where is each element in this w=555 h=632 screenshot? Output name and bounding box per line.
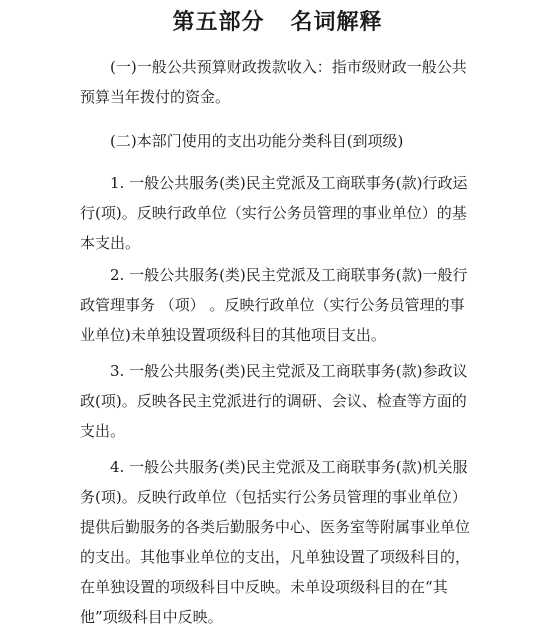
- paragraph-item-3: 3. 一般公共服务(类)民主党派及工商联事务(款)参政议政(项)。反映各民主党派进行的调研、会议、检查等方面的支出。: [80, 362, 468, 440]
- paragraph-item-2: 2. 一般公共服务(类)民主党派及工商联事务(款)一般行政管理事务 （项） 。反映行政单位（实行公务员管理的事业单位)未单独设置项级科目的其他项目支出。: [80, 266, 468, 344]
- page-title: 第五部分 名词解释: [172, 10, 383, 35]
- paragraph-item-4: 4. 一般公共服务(类)民主党派及工商联事务(款)机关服务(项)。反映行政单位（包括实行公务员管理的事业单位）提供后勤服务的各类后勤服务中心、医务室等附属事业单位的支出。其他事业单位的支出，凡单独设置了项级科目的，在单独设置的项级科目中反映。未单设项级科目的在“其他”项级科目中反映。: [80, 458, 471, 626]
- paragraph-item-1: 1. 一般公共服务(类)民主党派及工商联事务(款)行政运行(项)。反映行政单位（实行公务员管理的事业单位）的基本支出。: [80, 174, 468, 252]
- paragraph-budget-income: (一)一般公共预算财政拨款收入：指市级财政一般公共预算当年拨付的资金。: [80, 58, 467, 106]
- paragraph-expense-classification: (二)本部门使用的支出功能分类科目(到项级): [110, 132, 404, 150]
